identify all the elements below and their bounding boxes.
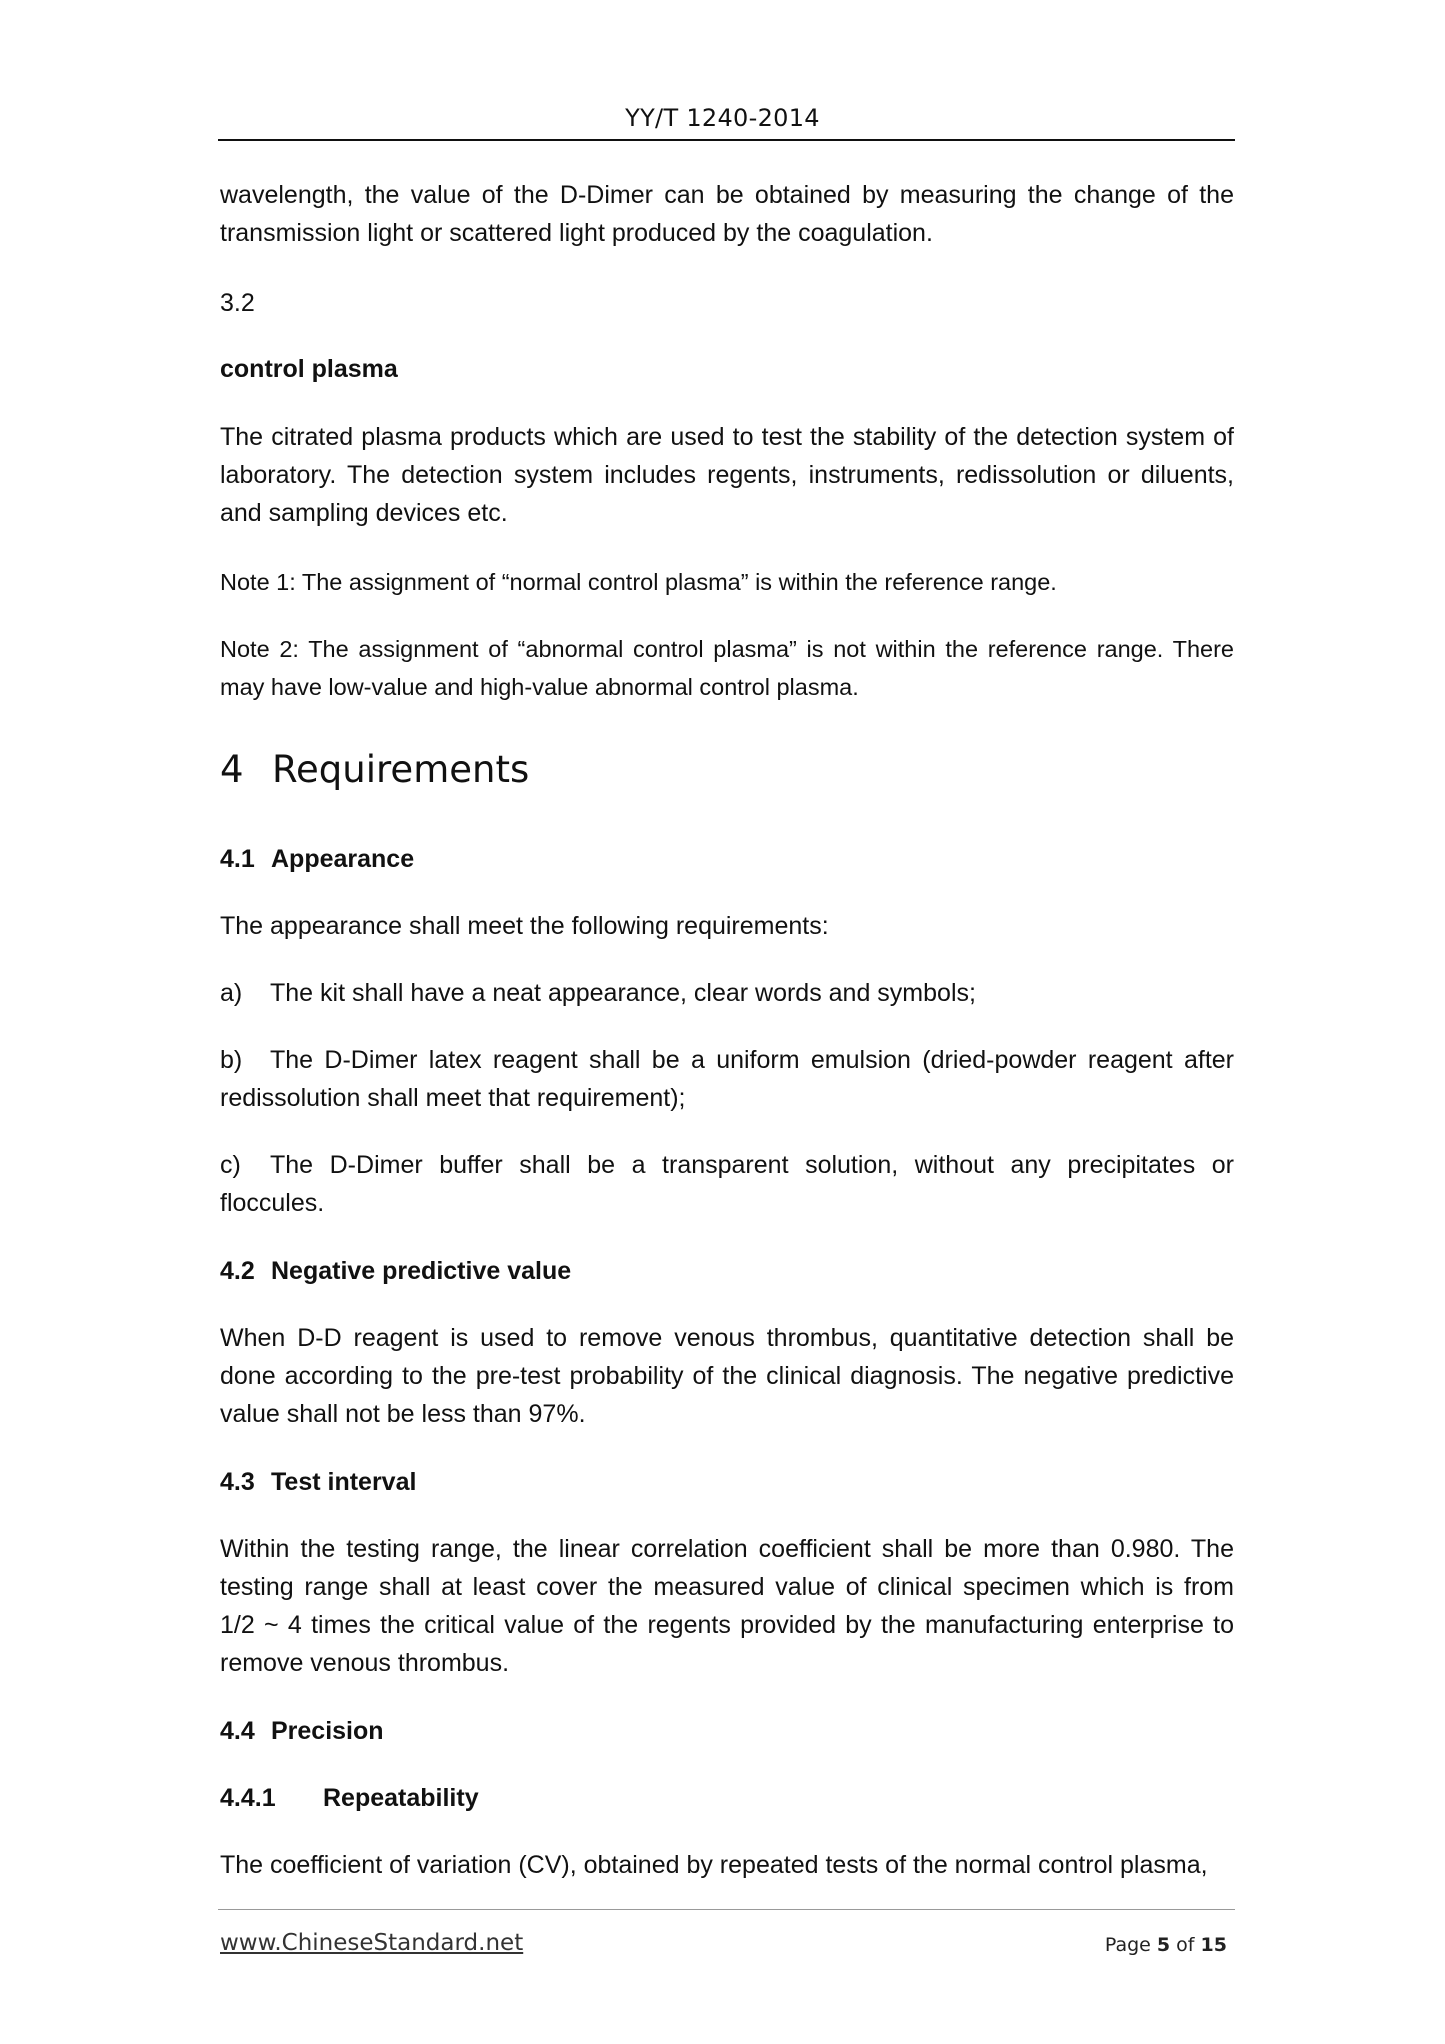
- text-line: testing range shall at least cover the measured value of clinical specimen which is from: [220, 1573, 1234, 1601]
- note-1: Note 1: The assignment of “normal control plasma” is within the reference range.: [220, 569, 1057, 595]
- page-total: 15: [1200, 1934, 1227, 1956]
- term-title: control plasma: [220, 355, 398, 383]
- term-number: 3.2: [220, 289, 255, 317]
- text-line: redissolution shall meet that requirement);: [220, 1084, 686, 1112]
- text-line: remove venous thrombus.: [220, 1649, 510, 1677]
- list-item-c: [220, 1146, 1234, 1222]
- text-line: Note 2: The assignment of “abnormal control plasma” is not within the reference range. There: [220, 636, 1234, 662]
- chapter-number: 4: [220, 748, 244, 791]
- section-number: 4.2: [220, 1257, 255, 1285]
- section-number: 4.3: [220, 1468, 255, 1496]
- list-label: a): [220, 979, 243, 1007]
- page-prefix: Page: [1104, 1934, 1151, 1956]
- paragraph-negative-predictive-value: [220, 1319, 1234, 1433]
- text-line: The citrated plasma products which are used to test the stability of the detection system of: [220, 423, 1234, 451]
- section-number: 4.1: [220, 845, 255, 873]
- paragraph-control-plasma-definition: [220, 418, 1234, 532]
- text-line: The kit shall have a neat appearance, clear words and symbols;: [270, 979, 976, 1007]
- section-title: Appearance: [271, 845, 415, 873]
- text-line: floccules.: [220, 1189, 325, 1217]
- list-item-a: [220, 974, 1234, 1012]
- text-line: 1/2 ~ 4 times the critical value of the regents provided by the manufacturing enterprise to: [220, 1611, 1234, 1639]
- website-link[interactable]: www.ChineseStandard.net: [220, 1930, 524, 1956]
- list-label: b): [220, 1046, 243, 1074]
- text-line: done according to the pre-test probability of the clinical diagnosis. The negative predictive: [220, 1362, 1234, 1390]
- text-line: The coefficient of variation (CV), obtained by repeated tests of the normal control plasma,: [220, 1851, 1208, 1879]
- list-label: c): [220, 1151, 241, 1179]
- chapter-heading-4: [220, 748, 529, 791]
- text-line: may have low-value and high-value abnormal control plasma.: [220, 674, 859, 700]
- text-line: transmission light or scattered light produced by the coagulation.: [220, 219, 933, 247]
- list-item-b: [220, 1041, 1234, 1117]
- subsection-title: Repeatability: [323, 1784, 479, 1812]
- text-line: value shall not be less than 97%.: [220, 1400, 586, 1428]
- page-number: [1105, 1934, 1227, 1956]
- section-title: Negative predictive value: [271, 1257, 572, 1285]
- chapter-title: Requirements: [272, 748, 530, 791]
- page-current: 5: [1156, 1934, 1171, 1956]
- section-heading-4-4: [220, 1712, 1234, 1750]
- header-divider: [218, 139, 1235, 141]
- section-title: Test interval: [271, 1468, 417, 1496]
- text-line: Within the testing range, the linear correlation coefficient shall be more than 0.980. The: [220, 1535, 1234, 1563]
- text-line: laboratory. The detection system includes regents, instruments, redissolution or diluents,: [220, 461, 1234, 489]
- subsection-number: 4.4.1: [220, 1784, 276, 1812]
- section-heading-4-2: [220, 1252, 1234, 1290]
- section-heading-4-3: [220, 1463, 1234, 1501]
- paragraph-repeatability: [220, 1846, 1234, 1884]
- appearance-intro: The appearance shall meet the following requirements:: [220, 912, 829, 940]
- text-line: The D-Dimer buffer shall be a transparent solution, without any precipitates or: [270, 1151, 1234, 1179]
- subsection-heading-4-4-1: [220, 1779, 1234, 1817]
- text-line: and sampling devices etc.: [220, 499, 508, 527]
- footer-divider: [218, 1909, 1235, 1910]
- document-code: YY/T 1240-2014: [625, 104, 820, 132]
- section-heading-4-1: [220, 840, 1234, 878]
- section-title: Precision: [271, 1717, 384, 1745]
- text-line: wavelength, the value of the D-Dimer can be obtained by measuring the change of the: [220, 181, 1234, 209]
- page-of: of: [1176, 1934, 1195, 1956]
- text-line: The D-Dimer latex reagent shall be a uniform emulsion (dried-powder reagent after: [270, 1046, 1234, 1074]
- paragraph-measurement: [220, 176, 1234, 252]
- paragraph-test-interval: [220, 1530, 1234, 1682]
- text-line: When D-D reagent is used to remove venous thrombus, quantitative detection shall be: [220, 1324, 1234, 1352]
- section-number: 4.4: [220, 1717, 255, 1745]
- note-2: [220, 630, 1234, 706]
